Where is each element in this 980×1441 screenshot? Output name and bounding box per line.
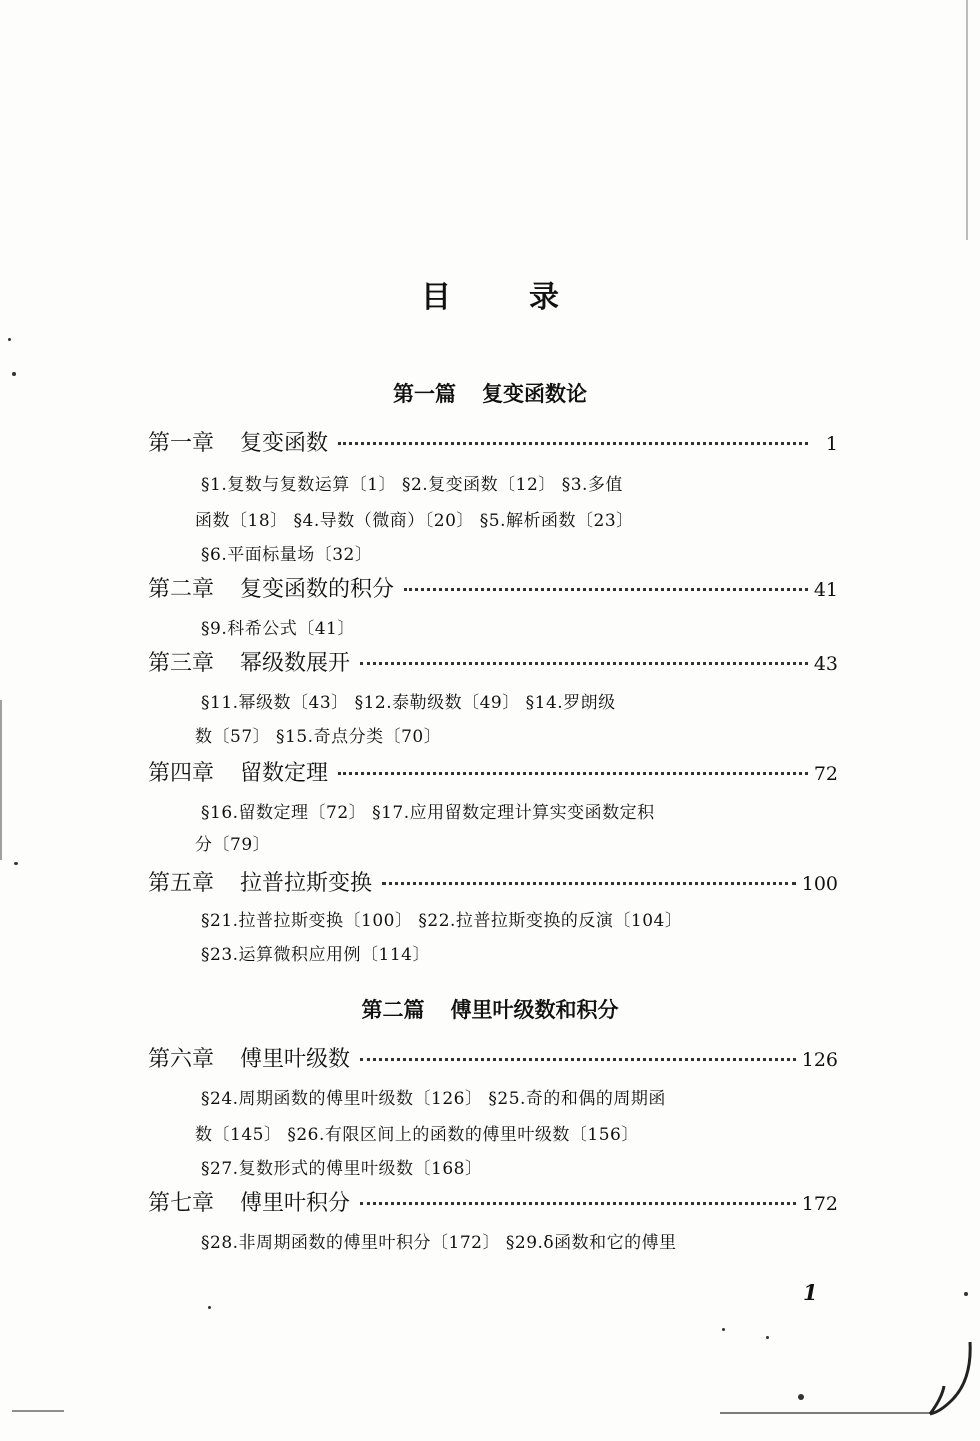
chapter-number: 第三章 <box>148 651 215 676</box>
section-line: §11.幂级数〔43〕 §12.泰勒级数〔49〕 §14.罗朗级 <box>201 693 616 713</box>
section-line: 函数〔18〕 §4.导数（微商）〔20〕 §5.解析函数〔23〕 <box>195 511 634 531</box>
chapter-page: 41 <box>813 579 838 601</box>
dot-leader <box>382 878 796 885</box>
section-line: §27.复数形式的傅里叶级数〔168〕 <box>201 1159 483 1179</box>
dot-leader <box>338 438 808 445</box>
section-line: §16.留数定理〔72〕 §17.应用留数定理计算实变函数定积 <box>201 803 655 823</box>
dot-leader <box>360 658 808 665</box>
chapter-entry[interactable] <box>148 572 838 604</box>
chapter-name: 留数定理 <box>240 761 329 786</box>
scan-speck <box>8 338 11 341</box>
section-line: §21.拉普拉斯变换〔100〕 §22.拉普拉斯变换的反演〔104〕 <box>201 911 683 931</box>
section-line: §9.科希公式〔41〕 <box>201 619 355 639</box>
scan-speck <box>766 1336 769 1339</box>
title-left-char: 目 <box>421 280 451 315</box>
scan-edge-right-top <box>966 0 968 240</box>
scan-edge-bottom-left <box>12 1410 64 1412</box>
chapter-page: 172 <box>801 1193 838 1215</box>
part-label: 第二篇 <box>361 998 425 1022</box>
chapter-page: 100 <box>801 873 838 895</box>
chapter-name: 傅里叶积分 <box>240 1191 351 1216</box>
part-heading <box>0 994 980 1024</box>
scan-speck <box>208 1306 211 1309</box>
section-line: 分〔79〕 <box>195 835 271 855</box>
chapter-page: 72 <box>813 763 838 785</box>
dot-leader <box>360 1054 796 1061</box>
chapter-page: 43 <box>813 653 838 675</box>
chapter-page: 1 <box>825 433 838 455</box>
dot-leader <box>360 1198 796 1205</box>
chapter-name: 拉普拉斯变换 <box>240 871 373 896</box>
chapter-number: 第六章 <box>148 1047 215 1072</box>
part-name: 傅里叶级数和积分 <box>450 998 619 1022</box>
section-line: §24.周期函数的傅里叶级数〔126〕 §25.奇的和偶的周期函 <box>201 1089 666 1109</box>
scan-speck <box>14 862 18 865</box>
chapter-number: 第二章 <box>148 577 215 602</box>
scan-edge-bottom-right <box>720 1412 930 1414</box>
part-name: 复变函数论 <box>482 382 587 406</box>
part-label: 第一篇 <box>393 382 456 406</box>
chapter-number: 第七章 <box>148 1191 215 1216</box>
chapter-name: 幂级数展开 <box>240 651 351 676</box>
page-curl-mark <box>922 1340 976 1420</box>
title-right-char: 录 <box>529 280 559 315</box>
scan-speck <box>722 1328 725 1331</box>
chapter-entry[interactable] <box>148 756 838 788</box>
section-line: §28.非周期函数的傅里叶积分〔172〕 §29.δ函数和它的傅里 <box>201 1233 677 1253</box>
chapter-name: 复变函数的积分 <box>240 577 395 602</box>
scan-edge-left <box>0 700 2 860</box>
chapter-entry[interactable] <box>148 646 838 678</box>
section-line: 数〔57〕 §15.奇点分类〔70〕 <box>195 727 442 747</box>
chapter-entry[interactable] <box>148 1186 838 1218</box>
chapter-entry[interactable] <box>148 426 838 458</box>
part-heading <box>0 378 980 408</box>
chapter-page: 126 <box>801 1049 838 1071</box>
section-line: §23.运算微积应用例〔114〕 <box>201 945 430 965</box>
section-line: §6.平面标量场〔32〕 <box>201 545 373 565</box>
chapter-number: 第一章 <box>148 431 215 456</box>
section-line: 数〔145〕 §26.有限区间上的函数的傅里叶级数〔156〕 <box>195 1125 639 1145</box>
dot-leader <box>338 768 808 775</box>
scan-speck <box>12 372 16 376</box>
chapter-name: 傅里叶级数 <box>240 1047 351 1072</box>
chapter-entry[interactable] <box>148 866 838 898</box>
chapter-number: 第五章 <box>148 871 215 896</box>
chapter-name: 复变函数 <box>240 431 329 456</box>
page-title <box>0 272 980 316</box>
dot-leader <box>404 584 808 591</box>
chapter-number: 第四章 <box>148 761 215 786</box>
scan-speck <box>798 1394 804 1400</box>
scan-speck <box>964 1292 968 1296</box>
chapter-entry[interactable] <box>148 1042 838 1074</box>
section-line: §1.复数与复数运算〔1〕 §2.复变函数〔12〕 §3.多值 <box>201 475 623 495</box>
page-number: 1 <box>803 1280 818 1305</box>
